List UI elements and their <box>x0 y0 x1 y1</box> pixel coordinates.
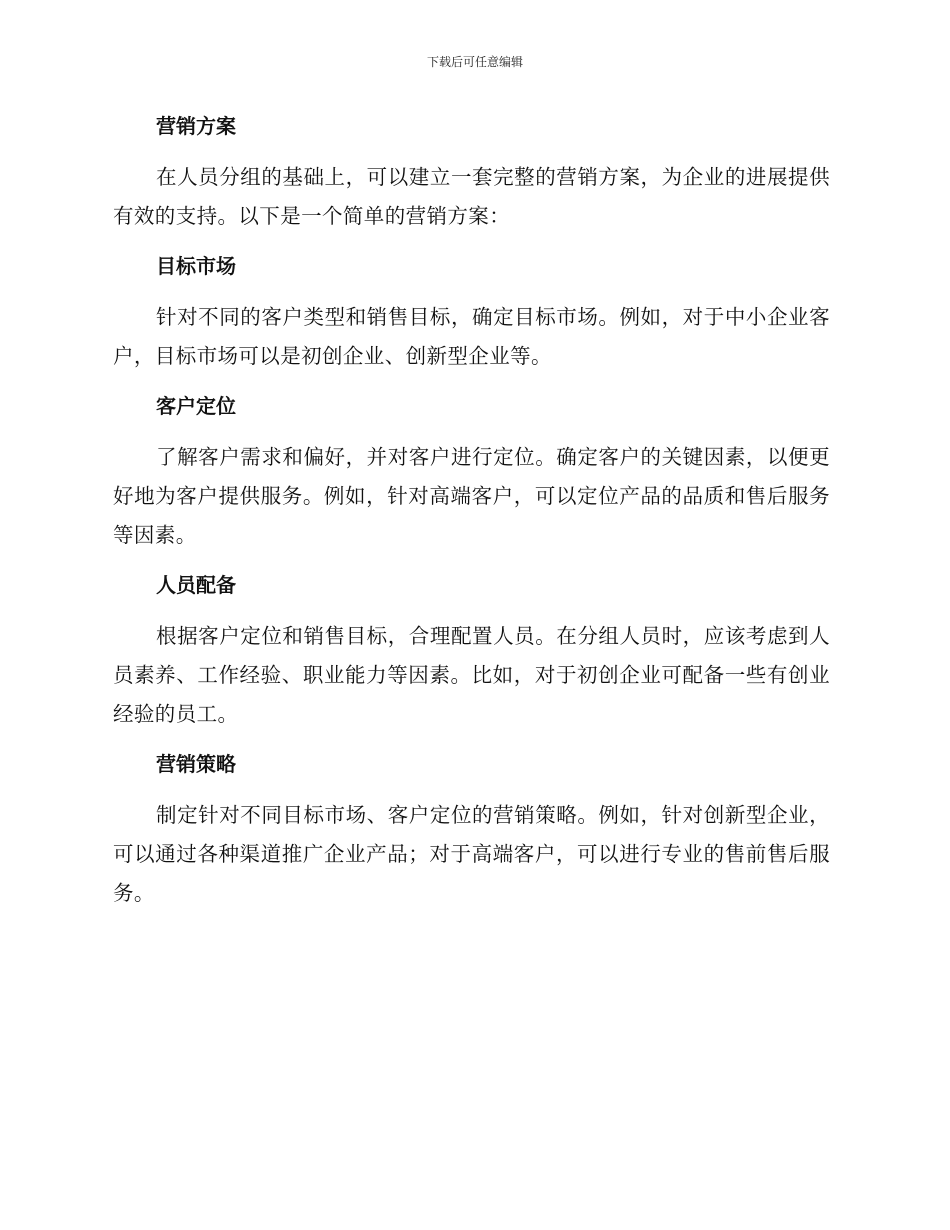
section-customer-positioning <box>113 388 830 555</box>
section-heading: 营销方案 <box>156 114 236 138</box>
section-target-market <box>113 248 830 376</box>
page-header: 下载后可任意编辑 <box>426 55 523 69</box>
section-heading: 营销策略 <box>156 752 236 776</box>
document-body <box>113 108 830 925</box>
section-heading: 客户定位 <box>156 394 236 418</box>
section-marketing-plan <box>113 108 830 236</box>
section-marketing-strategy <box>113 746 830 913</box>
section-staffing <box>113 567 830 734</box>
section-heading: 人员配备 <box>156 573 236 597</box>
section-paragraph: 根据客户定位和销售目标，合理配置人员。在分组人员时，应该考虑到人员素养、工作经验、职业能力等因素。比如，对于初创企业可配备一些有创业经验的员工。 <box>113 624 830 726</box>
section-paragraph: 针对不同的客户类型和销售目标，确定目标市场。例如，对于中小企业客户，目标市场可以是初创企业、创新型企业等。 <box>113 305 830 368</box>
section-paragraph: 制定针对不同目标市场、客户定位的营销策略。例如，针对创新型企业，可以通过各种渠道推广企业产品；对于高端客户，可以进行专业的售前售后服务。 <box>113 803 830 905</box>
section-paragraph: 在人员分组的基础上，可以建立一套完整的营销方案，为企业的进展提供有效的支持。以下是一个简单的营销方案： <box>113 165 830 228</box>
section-heading: 目标市场 <box>156 254 236 278</box>
section-paragraph: 了解客户需求和偏好，并对客户进行定位。确定客户的关键因素，以便更好地为客户提供服务。例如，针对高端客户，可以定位产品的品质和售后服务等因素。 <box>113 445 830 547</box>
